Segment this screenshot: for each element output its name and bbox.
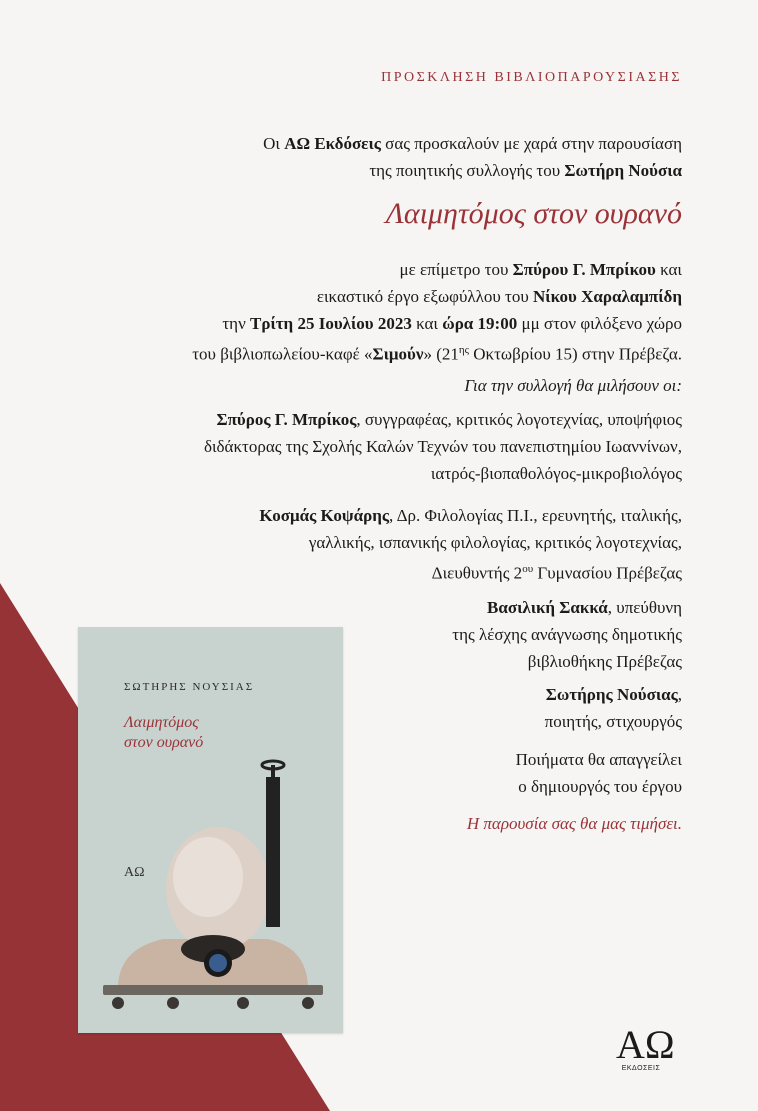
speaker-1: Σπύρος Γ. Μπρίκος, συγγραφέας, κριτικός λογοτεχνίας, υποψήφιος διδάκτορας της Σχολής Καλών Τεχνών του πανεπιστημίου Ιωαννίνων, ιατρός-βιοπαθολόγος-μικροβιολόγος <box>203 410 682 483</box>
cover-title: Λαιμητόμος στον ουρανό <box>124 714 204 751</box>
intro-line-1: Οι ΑΩ Εκδόσεις σας προσκαλούν με χαρά στην παρουσίαση <box>263 134 682 153</box>
speakers-intro: Για την συλλογή θα μιλήσουν οι: <box>464 376 682 395</box>
details-line-2: εικαστικό έργο εξωφύλλου του Νίκου Χαραλαμπίδη <box>316 287 682 306</box>
speaker-3: Βασιλική Σακκά, υπεύθυνη της λέσχης ανάγνωσης δημοτικής βιβλιοθήκης Πρέβεζας <box>452 598 682 671</box>
cover-publisher-logo: ΑΩ <box>124 865 145 880</box>
speaker-name: Βασιλική Σακκά <box>487 598 608 617</box>
speaker-2: Κοσμάς Κοψάρης, Δρ. Φιλολογίας Π.Ι., ερευνητής, ιταλικής, γαλλικής, ισπανικής φιλολογίας, κριτικός λογοτεχνίας, Διευθυντής $2^{o\upsilon}$ Γυμνασίου Πρέβεζας <box>259 506 682 583</box>
speaker-name: Κοσμάς Κοψάρης <box>259 506 390 525</box>
cover-author: ΣΩΤΗΡΗΣ ΝΟΥΣΙΑΣ <box>124 681 255 693</box>
invitation-kicker: ΠΡΟΣΚΛΗΣΗ ΒΙΒΛΙΟΠΑΡΟΥΣΙΑΣΗΣ <box>381 70 682 85</box>
intro-block <box>62 130 682 184</box>
book-cover <box>78 627 343 1033</box>
publisher-logo-glyph: ΑΩ <box>616 1022 675 1067</box>
intro-line-2: της ποιητικής συλλογής του Σωτήρη Νούσια <box>369 161 682 180</box>
details-line-1: με επίμετρο του Σπύρου Γ. Μπρίκου και <box>399 260 682 279</box>
publisher-logo-label: ΕΚΔΟΣΕΙΣ <box>621 1065 661 1072</box>
details-line-4: του βιβλιοπωλείου-καφέ «Σιμούν» ($21^{\eta\varsigma}$ Οκτωβρίου 15) στην Πρέβεζα. <box>192 344 682 364</box>
details-line-3: την Τρίτη 25 Ιουλίου 2023 και ώρα 19:00 μμ στον φιλόξενο χώρο <box>222 314 682 333</box>
book-title: Λαιμητόμος στον ουρανό <box>385 197 682 230</box>
speaker-name: Σπύρος Γ. Μπρίκος <box>216 410 357 429</box>
speaker-name: Σωτήρης Νούσιας <box>545 685 678 704</box>
details-block <box>42 256 682 368</box>
recital-block: Ποιήματα θα απαγγείλει ο δημιουργός του έργου <box>515 750 682 796</box>
closing-line: Η παρουσία σας θα μας τιμήσει. <box>466 814 682 833</box>
speaker-4: Σωτήρης Νούσιας, ποιητής, στιχουργός <box>544 685 682 731</box>
publisher-logo <box>616 1022 675 1072</box>
